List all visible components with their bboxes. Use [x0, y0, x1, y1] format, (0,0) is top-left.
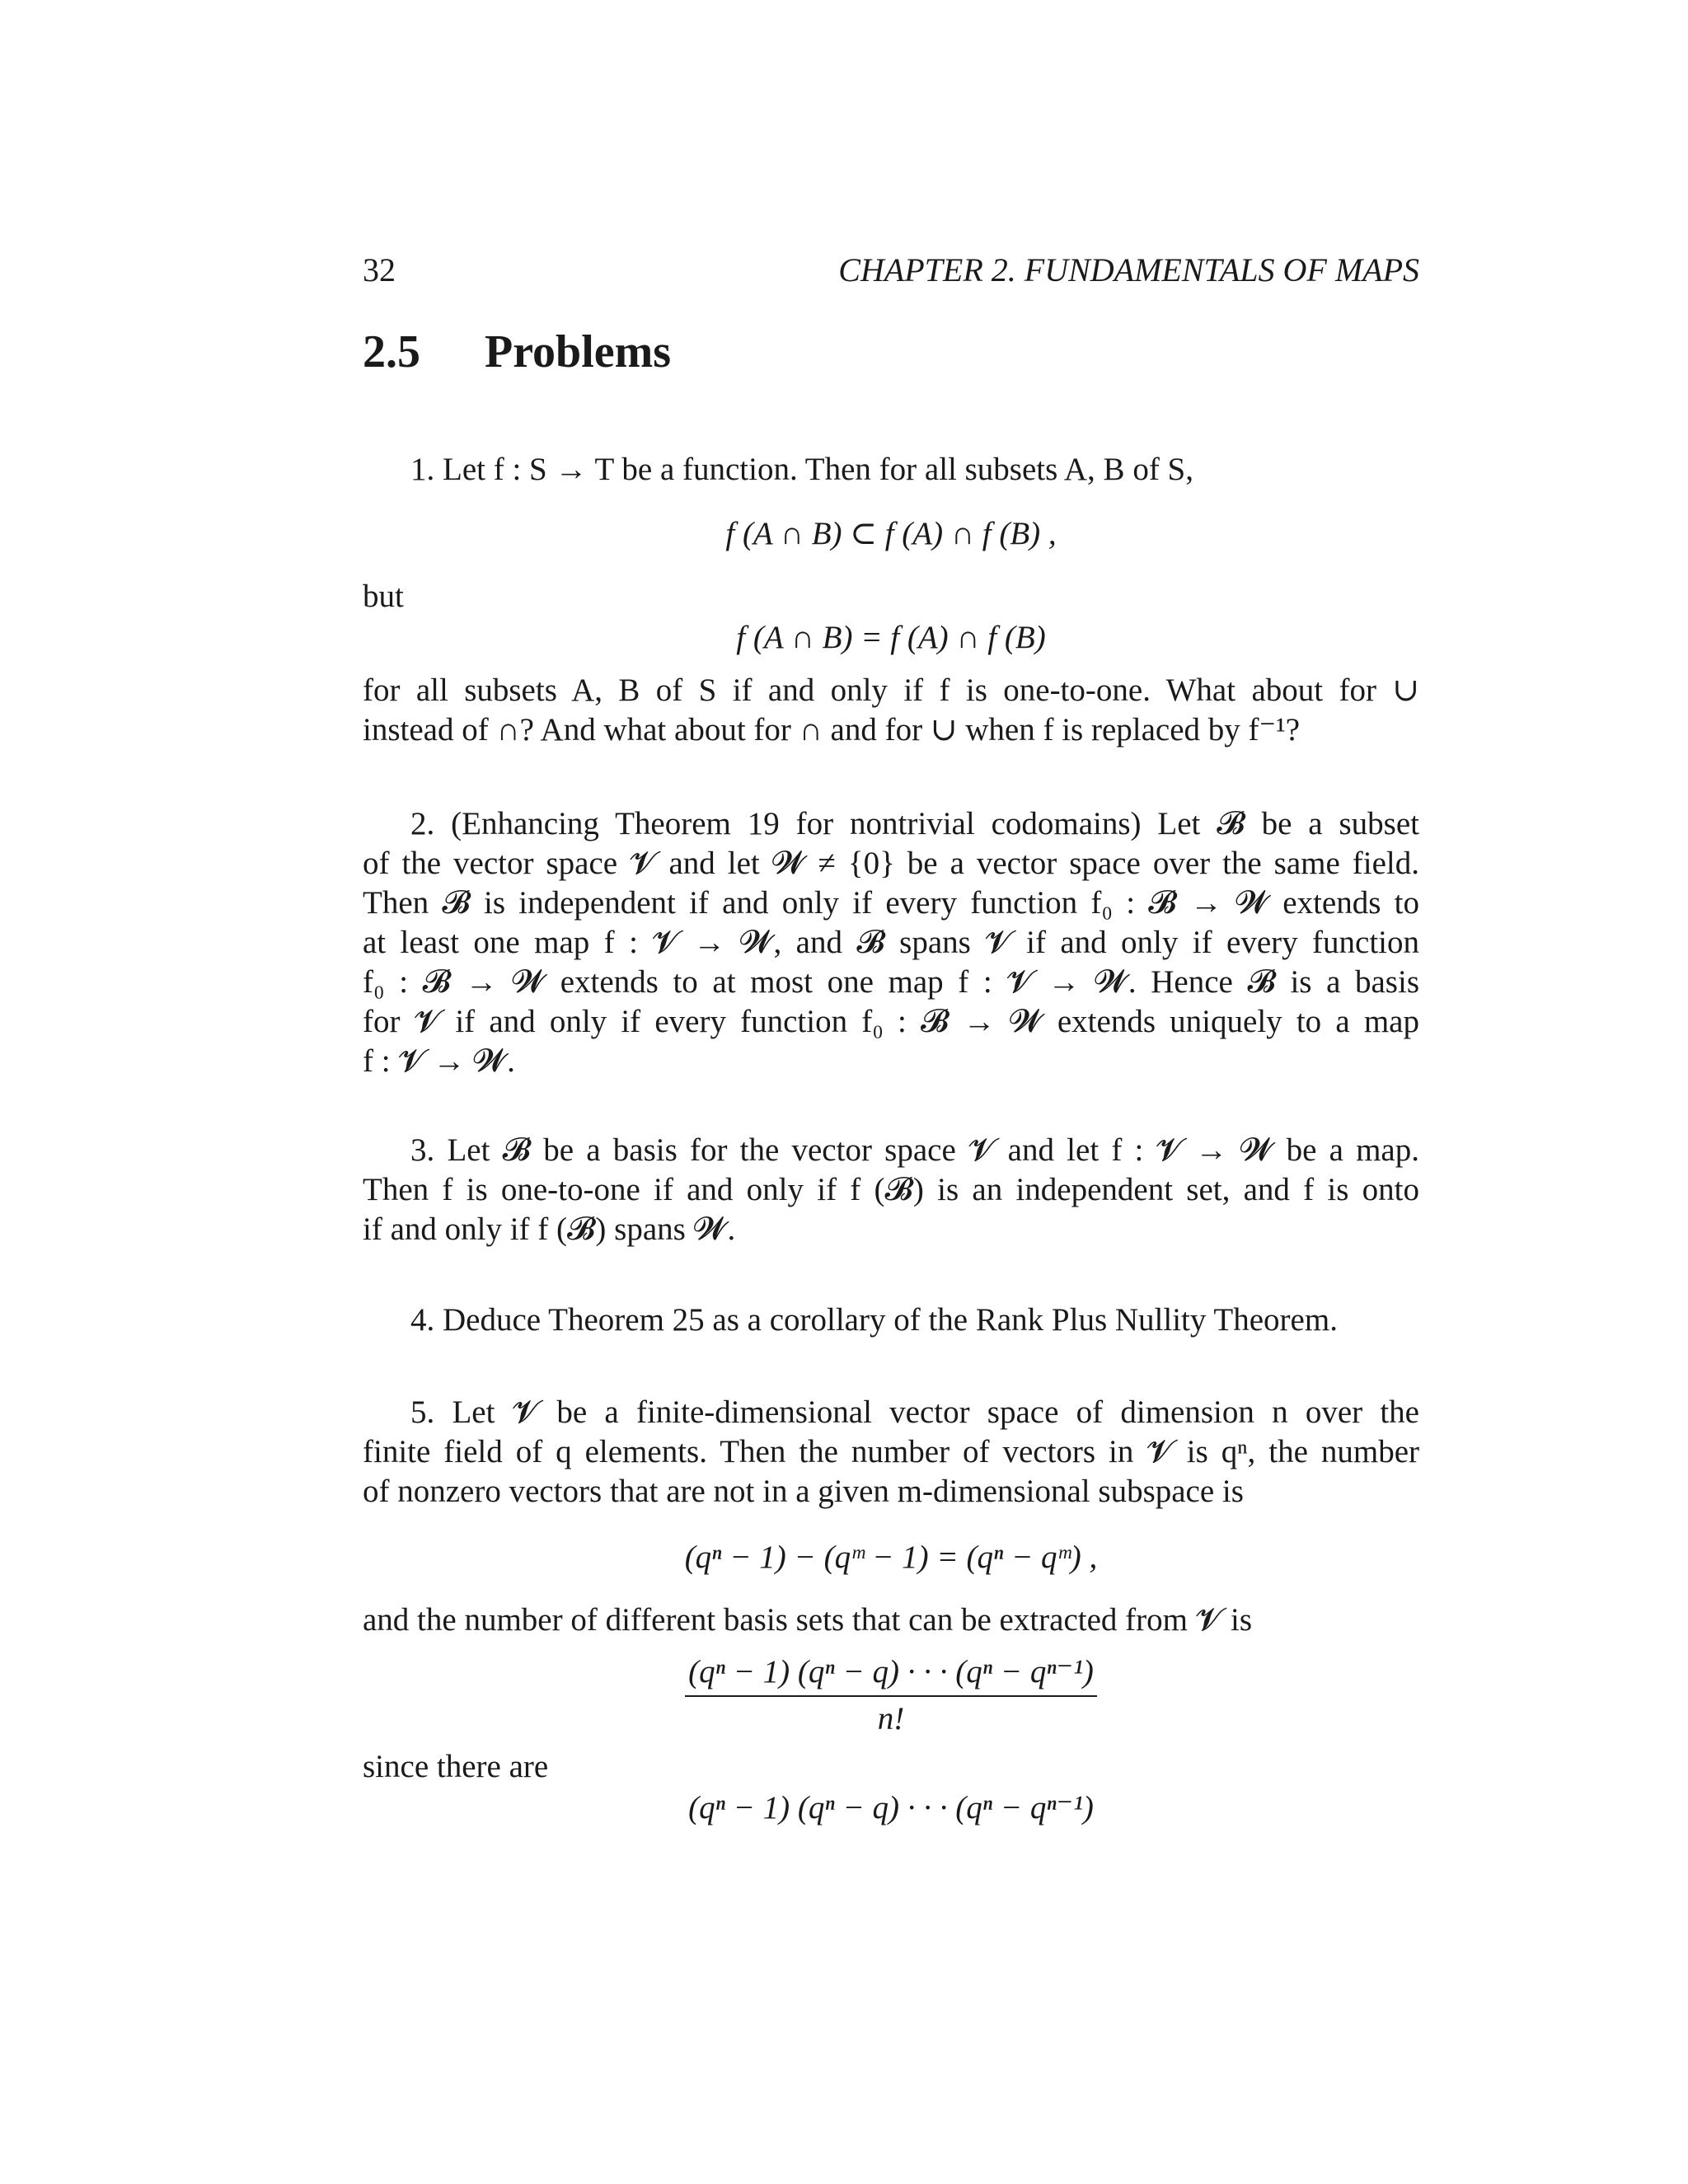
problem-3-line: 3. Let 𝓑 be a basis for the vector space 𝓥 and let f : 𝓥 → 𝓦 be a map.	[410, 1132, 1419, 1168]
problem-1-line: 1. Let f : S → T be a function. Then for all subsets A, B of S,	[410, 452, 1193, 487]
problem-2-line: Then 𝓑 is independent if and only if every function f₀ : 𝓑 → 𝓦 extends to	[363, 885, 1419, 921]
problem-1-intro	[363, 450, 1419, 490]
problem-5-line: 5. Let 𝓥 be a finite-dimensional vector space of dimension n over the	[410, 1394, 1419, 1430]
problem-1-but: but	[363, 579, 404, 614]
problem-5-fraction	[363, 1653, 1419, 1737]
problem-2-line: 2. (Enhancing Theorem 19 for nontrivial codomains) Let 𝓑 be a subset	[410, 806, 1419, 841]
page	[363, 0, 1419, 2184]
problem-2-line: for 𝓥 if and only if every function f₀ : 𝓑 → 𝓦 extends uniquely to a map	[363, 1004, 1419, 1039]
section-number: 2.5	[363, 326, 420, 377]
problem-1-line: for all subsets A, B of S if and only if f is one-to-one. What about for ∪	[363, 673, 1419, 708]
problem-2-line: at least one map f : 𝓥 → 𝓦, and 𝓑 spans 𝓥 if and only if every function	[363, 925, 1419, 960]
problem-4	[363, 1301, 1419, 1340]
problem-5-equation-3: (qⁿ − 1) (qⁿ − q) · · · (qⁿ − qⁿ⁻¹)	[688, 1790, 1094, 1825]
fraction-numerator: (qⁿ − 1) (qⁿ − q) · · · (qⁿ − qⁿ⁻¹)	[685, 1653, 1097, 1697]
problem-5-line: and the number of different basis sets that can be extracted from 𝓥 is	[363, 1602, 1252, 1638]
problem-5-line: finite field of q elements. Then the number of vectors in 𝓥 is qⁿ, the number	[363, 1434, 1419, 1469]
section-heading	[363, 323, 671, 381]
chapter-title: CHAPTER 2. FUNDAMENTALS OF MAPS	[838, 251, 1419, 288]
problem-3-line: if and only if f (𝓑) spans 𝓦.	[363, 1212, 736, 1247]
problem-1-continuation	[363, 671, 1419, 750]
problem-1-line: instead of ∩? And what about for ∩ and for ∪ when f is replaced by f⁻¹?	[363, 712, 1301, 748]
fraction-denominator: n!	[877, 1701, 905, 1736]
problem-5-basis-line	[363, 1601, 1419, 1640]
problem-1-equation-1: f (A ∩ B) ⊂ f (A) ∩ f (B) ,	[725, 516, 1057, 551]
problem-2-line: f₀ : 𝓑 → 𝓦 extends to at most one map f : 𝓥 → 𝓦. Hence 𝓑 is a basis	[363, 964, 1419, 1000]
problem-2-line: f : 𝓥 → 𝓦.	[363, 1043, 515, 1079]
page-number: 32	[363, 251, 396, 288]
problem-3	[363, 1131, 1419, 1249]
problem-3-line: Then f is one-to-one if and only if f (𝓑) is an independent set, and f is onto	[363, 1172, 1419, 1207]
problem-2	[363, 804, 1419, 1081]
problem-5-since: since there are	[363, 1749, 549, 1784]
problem-5-line: of nonzero vectors that are not in a given m-dimensional subspace is	[363, 1474, 1244, 1509]
section-title: Problems	[485, 326, 672, 377]
problem-5-equation-1: (qⁿ − 1) − (qᵐ − 1) = (qⁿ − qᵐ) ,	[684, 1540, 1098, 1575]
problem-1-equation-2: f (A ∩ B) = f (A) ∩ f (B)	[736, 620, 1046, 655]
problem-5	[363, 1393, 1419, 1511]
problem-4-line: 4. Deduce Theorem 25 as a corollary of the Rank Plus Nullity Theorem.	[410, 1302, 1338, 1338]
problem-2-line: of the vector space 𝓥 and let 𝓦 ≠ {0} be a vector space over the same field.	[363, 846, 1419, 881]
